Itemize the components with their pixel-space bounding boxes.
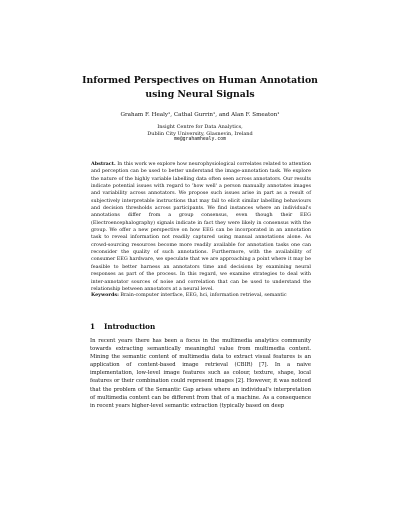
abstract-text: In this work we explore how neurophysiological correlates related to attention and perception can be used to better understand the image-annotation task. We explore the nature of the highly variable labelling data often seen across annotators. Our results indicate potential issues with regard to 'how well' a person manually annotates images and variability across annotators. We propose such issues arise in part as a result of subjectively interpretable instructions that may fail to elicit similar labelling behaviours and decision thresholds across participants. We find instances where an individual's annotations differ from a group consensus, even though their EEG (Electroencephalography) signals indicate in fact they were likely in consensus with the group. We offer a new perspective on how EEG can be incorporated in an annotation task to reveal information not readily captured using manual annotations alone. As crowd-sourcing resources become more readily available for annotation tasks one can reconsider the quality of such annotations. Furthermore, with the availability of consumer EEG hardware, we speculate that we are approaching a point where it may be feasible to better harness an annotators time and decisions by examining neural responses as part of the process. In this regard, we examine strategies to deal with inter-annotator sources of noise and correlation that can be used to understand the relationship between annotators at a neural level. bbox=[91, 161, 311, 292]
keywords bbox=[91, 292, 311, 299]
affiliation-line-2: Dublin City University, Glasnevin, Ireland bbox=[147, 130, 253, 137]
abstract-label: Abstract. bbox=[91, 161, 116, 167]
author-email: me@grahamhealy.com bbox=[174, 137, 226, 142]
section-title: Introduction bbox=[104, 322, 156, 331]
section-number: 1 bbox=[90, 322, 96, 331]
introduction-body: In recent years there has been a focus in the multimedia analytics community towards extracting semantically meaningful value from multimedia content. Mining the semantic content of multimedia data to extract visual features is an application of content-based image retrieval (CBIR) [7]. In a naive implementation, low-level image features such as colour, texture, shape, local features or their combination could represent images [2]. However, it was noticed that the problem of the Semantic Gap arises where an individual's interpretation of multimedia content can be different from that of a machine. As a consequence in recent years higher-level semantic extraction (typically based on deep bbox=[90, 338, 311, 409]
abstract bbox=[91, 161, 311, 293]
affiliation-block bbox=[60, 124, 340, 144]
affiliation-line-1: Insight Centre for Data Analytics, bbox=[157, 124, 243, 130]
paper-title: Informed Perspectives on Human Annotation using Neural Signals bbox=[82, 75, 318, 100]
section-heading bbox=[90, 322, 155, 331]
keywords-label: Keywords: bbox=[91, 292, 119, 298]
keywords-text: Brain-computer interface, EEG, hci, information retrieval, semantic bbox=[120, 292, 287, 298]
author-list: Graham F. Healy¹, Cathal Gurrin¹, and Alan F. Smeaton¹ bbox=[120, 112, 280, 118]
